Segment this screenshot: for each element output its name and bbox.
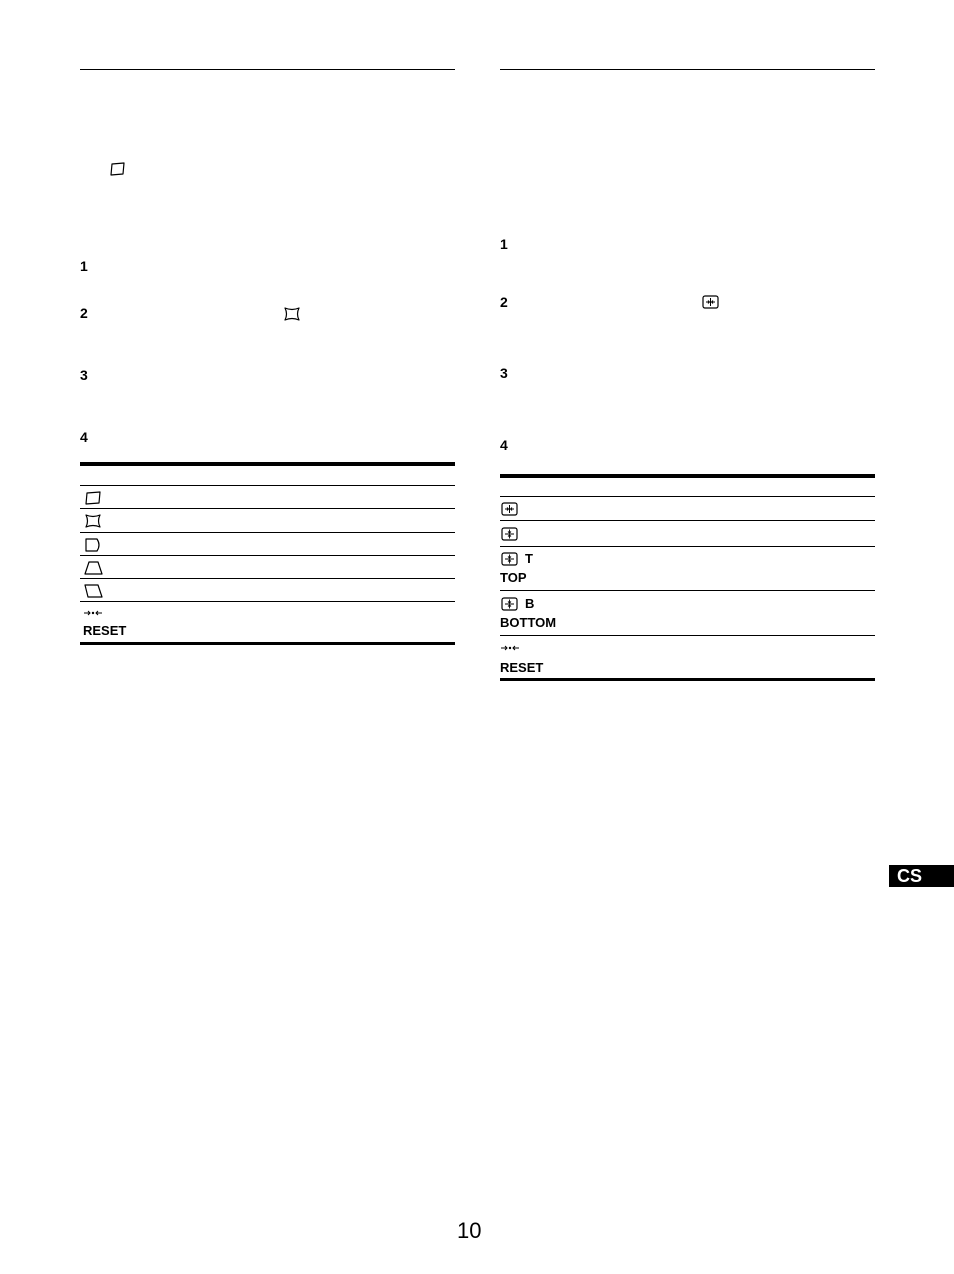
table-row-divider (80, 601, 455, 602)
reset-label: RESET (83, 623, 127, 638)
table-row-divider (500, 635, 875, 636)
table-top-rule (80, 462, 455, 466)
table-bottom-rule (80, 642, 455, 645)
step-number: 4 (80, 429, 88, 445)
step-number: 1 (500, 236, 508, 252)
table-header-rule (500, 496, 875, 497)
table-row-divider (80, 578, 455, 579)
language-tab: CS (889, 865, 954, 887)
pin-balance-icon (84, 538, 102, 552)
table-top-rule (500, 474, 875, 478)
table-row-divider (500, 520, 875, 521)
reset-icon (83, 609, 103, 617)
row-label: BOTTOM (500, 615, 557, 630)
step-number: 3 (80, 367, 88, 383)
rotation-icon (109, 162, 126, 176)
left-header-rule (80, 69, 455, 70)
row-label: TOP (500, 570, 527, 585)
convergence-horizontal-icon (702, 295, 719, 309)
keystone-icon (84, 561, 103, 575)
step-number: 2 (500, 294, 508, 310)
right-header-rule (500, 69, 875, 70)
step-number: 1 (80, 258, 88, 274)
row-suffix: B (525, 596, 535, 611)
table-bottom-rule (500, 678, 875, 681)
convergence-vertical-icon (501, 527, 518, 541)
page-number: 10 (457, 1218, 482, 1243)
key-balance-icon (84, 584, 103, 598)
table-row-divider (80, 508, 455, 509)
reset-icon (500, 644, 520, 652)
table-header-rule (80, 485, 455, 486)
step-number: 4 (500, 437, 508, 453)
rotation-icon (84, 491, 102, 505)
row-suffix: T (525, 551, 533, 566)
convergence-vertical-icon (501, 552, 518, 566)
pincushion-icon (283, 307, 301, 321)
table-row-divider (80, 555, 455, 556)
pincushion-icon (84, 514, 102, 528)
convergence-horizontal-icon (501, 502, 518, 516)
reset-label: RESET (500, 660, 544, 675)
convergence-vertical-icon (501, 597, 518, 611)
step-number: 3 (500, 365, 508, 381)
table-row-divider (80, 532, 455, 533)
table-row-divider (500, 546, 875, 547)
step-number: 2 (80, 305, 88, 321)
table-row-divider (500, 590, 875, 591)
